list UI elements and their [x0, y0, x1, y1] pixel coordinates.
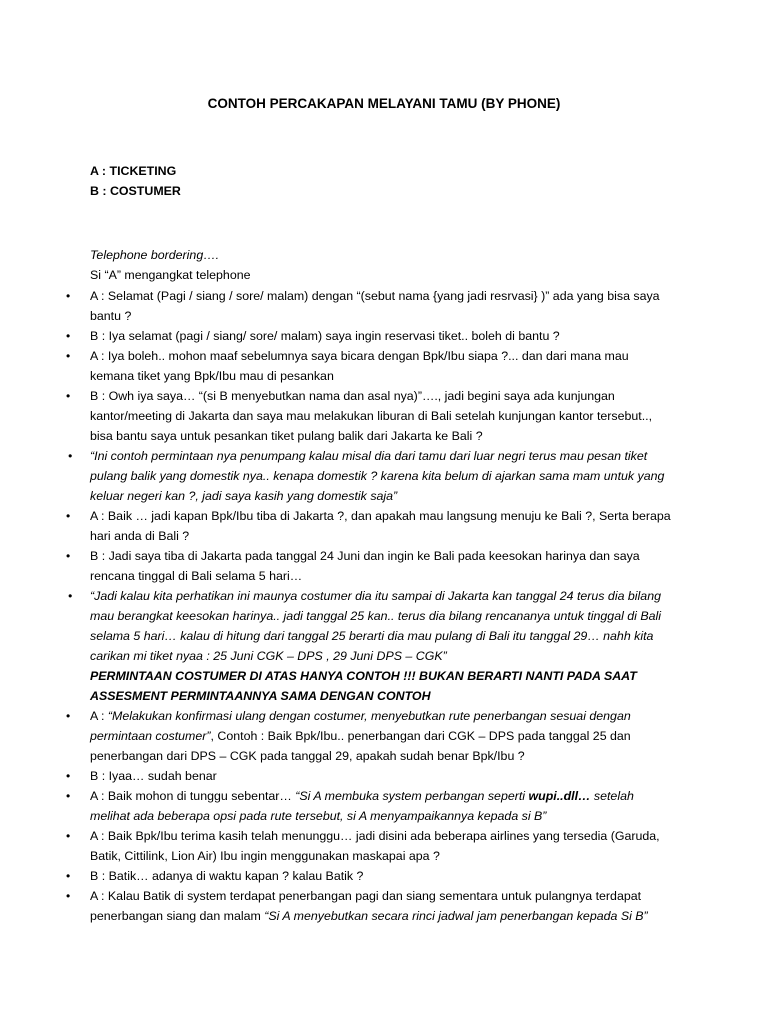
dialog-text [90, 889, 648, 923]
dialog-item [66, 766, 676, 786]
speaker-text: A : [90, 709, 108, 723]
speaker-text: A : Baik mohon di tunggu sebentar… [90, 789, 296, 803]
dialog-text: B : Iya selamat (pagi / siang/ sore/ malam) saya ingin reservasi tiket.. boleh di bantu ? [90, 329, 560, 343]
intro-line-1: Telephone bordering…. [90, 248, 220, 262]
bullet: • [66, 389, 71, 403]
bullet: • [68, 589, 73, 603]
page-title: CONTOH PERCAKAPAN MELAYANI TAMU (BY PHONE) [207, 96, 561, 111]
bullet: • [66, 289, 71, 303]
dialog-item [66, 826, 676, 866]
dialog-item [66, 866, 676, 886]
dialog-item [66, 346, 676, 386]
note-text: PERMINTAAN COSTUMER DI ATAS HANYA CONTOH !!! BUKAN BERARTI NANTI PADA SAAT ASSESMENT PERMINTAANNYA SAMA DENGAN CONTOH [90, 669, 637, 703]
dialog-item [66, 286, 676, 326]
dialog-text [90, 709, 631, 763]
bullet: • [66, 889, 71, 903]
dialog-list [66, 286, 676, 926]
bullet: • [66, 509, 71, 523]
bullet: • [66, 709, 71, 723]
bullet: • [66, 349, 71, 363]
dialog-item [66, 326, 676, 346]
bullet: • [66, 549, 71, 563]
intro-line-2: Si “A” mengangkat telephone [90, 268, 251, 282]
bullet: • [66, 329, 71, 343]
bullet: • [66, 869, 71, 883]
dialog-item [66, 706, 676, 766]
dialog-text: A : Baik Bpk/Ibu terima kasih telah menunggu… jadi disini ada beberapa airlines yang tersedia (Garuda, Batik, Cittilink, Lion Air) Ibu ingin menggunakan maskapai apa ? [90, 829, 660, 863]
role-b: B : COSTUMER [90, 184, 181, 198]
dialog-item [66, 546, 676, 586]
dialog-text: B : Batik… adanya di waktu kapan ? kalau Batik ? [90, 869, 364, 883]
dialog-item [66, 786, 676, 826]
dialog-text [90, 789, 634, 823]
dialog-text: A : Iya boleh.. mohon maaf sebelumnya saya bicara dengan Bpk/Ibu siapa ?... dan dari mana mau kemana tiket yang Bpk/Ibu mau di pesankan [90, 349, 629, 383]
emphasis [529, 789, 591, 803]
dialog-text: B : Jadi saya tiba di Jakarta pada tanggal 24 Juni dan ingin ke Bali pada keesokan harinya dan saya rencana tinggal di Bali selama 5 hari… [90, 549, 640, 583]
bullet: • [68, 449, 73, 463]
dialog-text: B : Owh iya saya… “(si B menyebutkan nama dan asal nya)”…., jadi begini saya ada kunjungan kantor/meeting di Jakarta dan saya mau melakukan liburan di Bali setelah kunjungan kantor tersebut.., bisa bantu saya untuk pesankan tiket pulang balik dari Jakarta ke Bali ? [90, 389, 653, 443]
dialog-text: B : Iyaa… sudah benar [90, 769, 217, 783]
dialog-item [66, 506, 676, 546]
dialog-item [66, 886, 676, 926]
dialog-item [66, 386, 676, 446]
bold-emphasis: wupi..dll… [528, 789, 591, 803]
speaker-text: A : Kalau Batik di system terdapat penerbangan pagi dan siang sementara untuk pulangnya terdapat penerbangan siang dan malam [90, 889, 642, 923]
action-note-end: setelah melihat ada beberapa opsi pada rute tersebut, si A menyampaikannya kepada si B” [90, 789, 634, 823]
dialog-text-part: , Contoh : Baik Bpk/Ibu.. penerbangan dari CGK – DPS pada tanggal 25 dan penerbangan dari DPS – CGK pada tanggal 29, apakah sudah benar Bpk/Ibu ? [90, 729, 631, 763]
intro [90, 245, 251, 285]
dialog-item [66, 446, 676, 506]
bullet: • [66, 769, 71, 783]
bullet: • [66, 829, 71, 843]
bullet: • [66, 789, 71, 803]
dialog-text: “Jadi kalau kita perhatikan ini maunya costumer dia itu sampai di Jakarta kan tanggal 24 terus dia bilang mau berangkat keesokan harinya.. jadi tanggal 25 kan.. terus dia bilang rencananya untuk tinggal di Bali selama 5 hari… kalau di hitung dari tanggal 25 berarti dia mau pulang di Bali itu tanggal 29… nahh kita carikan mi tiket nyaa : 25 Juni CGK – DPS , 29 Juni DPS – CGK” [90, 589, 662, 663]
action-note: “Si A menyebutkan secara rinci jadwal jam penerbangan kepada Si B” [264, 909, 648, 923]
role-list [90, 161, 181, 201]
dialog-text: A : Baik … jadi kapan Bpk/Ibu tiba di Jakarta ?, dan apakah mau langsung menuju ke Bali ?, Serta berapa hari anda di Bali ? [90, 509, 671, 543]
action-note: “Melakukan konfirmasi ulang dengan costumer, menyebutkan rute penerbangan sesuai dengan permintaan costumer” [90, 709, 631, 743]
dialog-text: A : Selamat (Pagi / siang / sore/ malam) dengan “(sebut nama {yang jadi resrvasi} )” ada yang bisa saya bantu ? [90, 289, 660, 323]
dialog-text: “Ini contoh permintaan nya penumpang kalau misal dia dari tamu dari luar negri terus mau pesan tiket pulang balik yang domestik nya.. kenapa domestik ? karena kita belum di ajarkan sama mam untuk yang keluar negeri kan ?, jadi saya kasih yang domestik saja” [90, 449, 665, 503]
dialog-item [66, 586, 676, 666]
role-a: A : TICKETING [90, 164, 177, 178]
action-note: “Si A membuka system perbangan seperti [295, 789, 529, 803]
